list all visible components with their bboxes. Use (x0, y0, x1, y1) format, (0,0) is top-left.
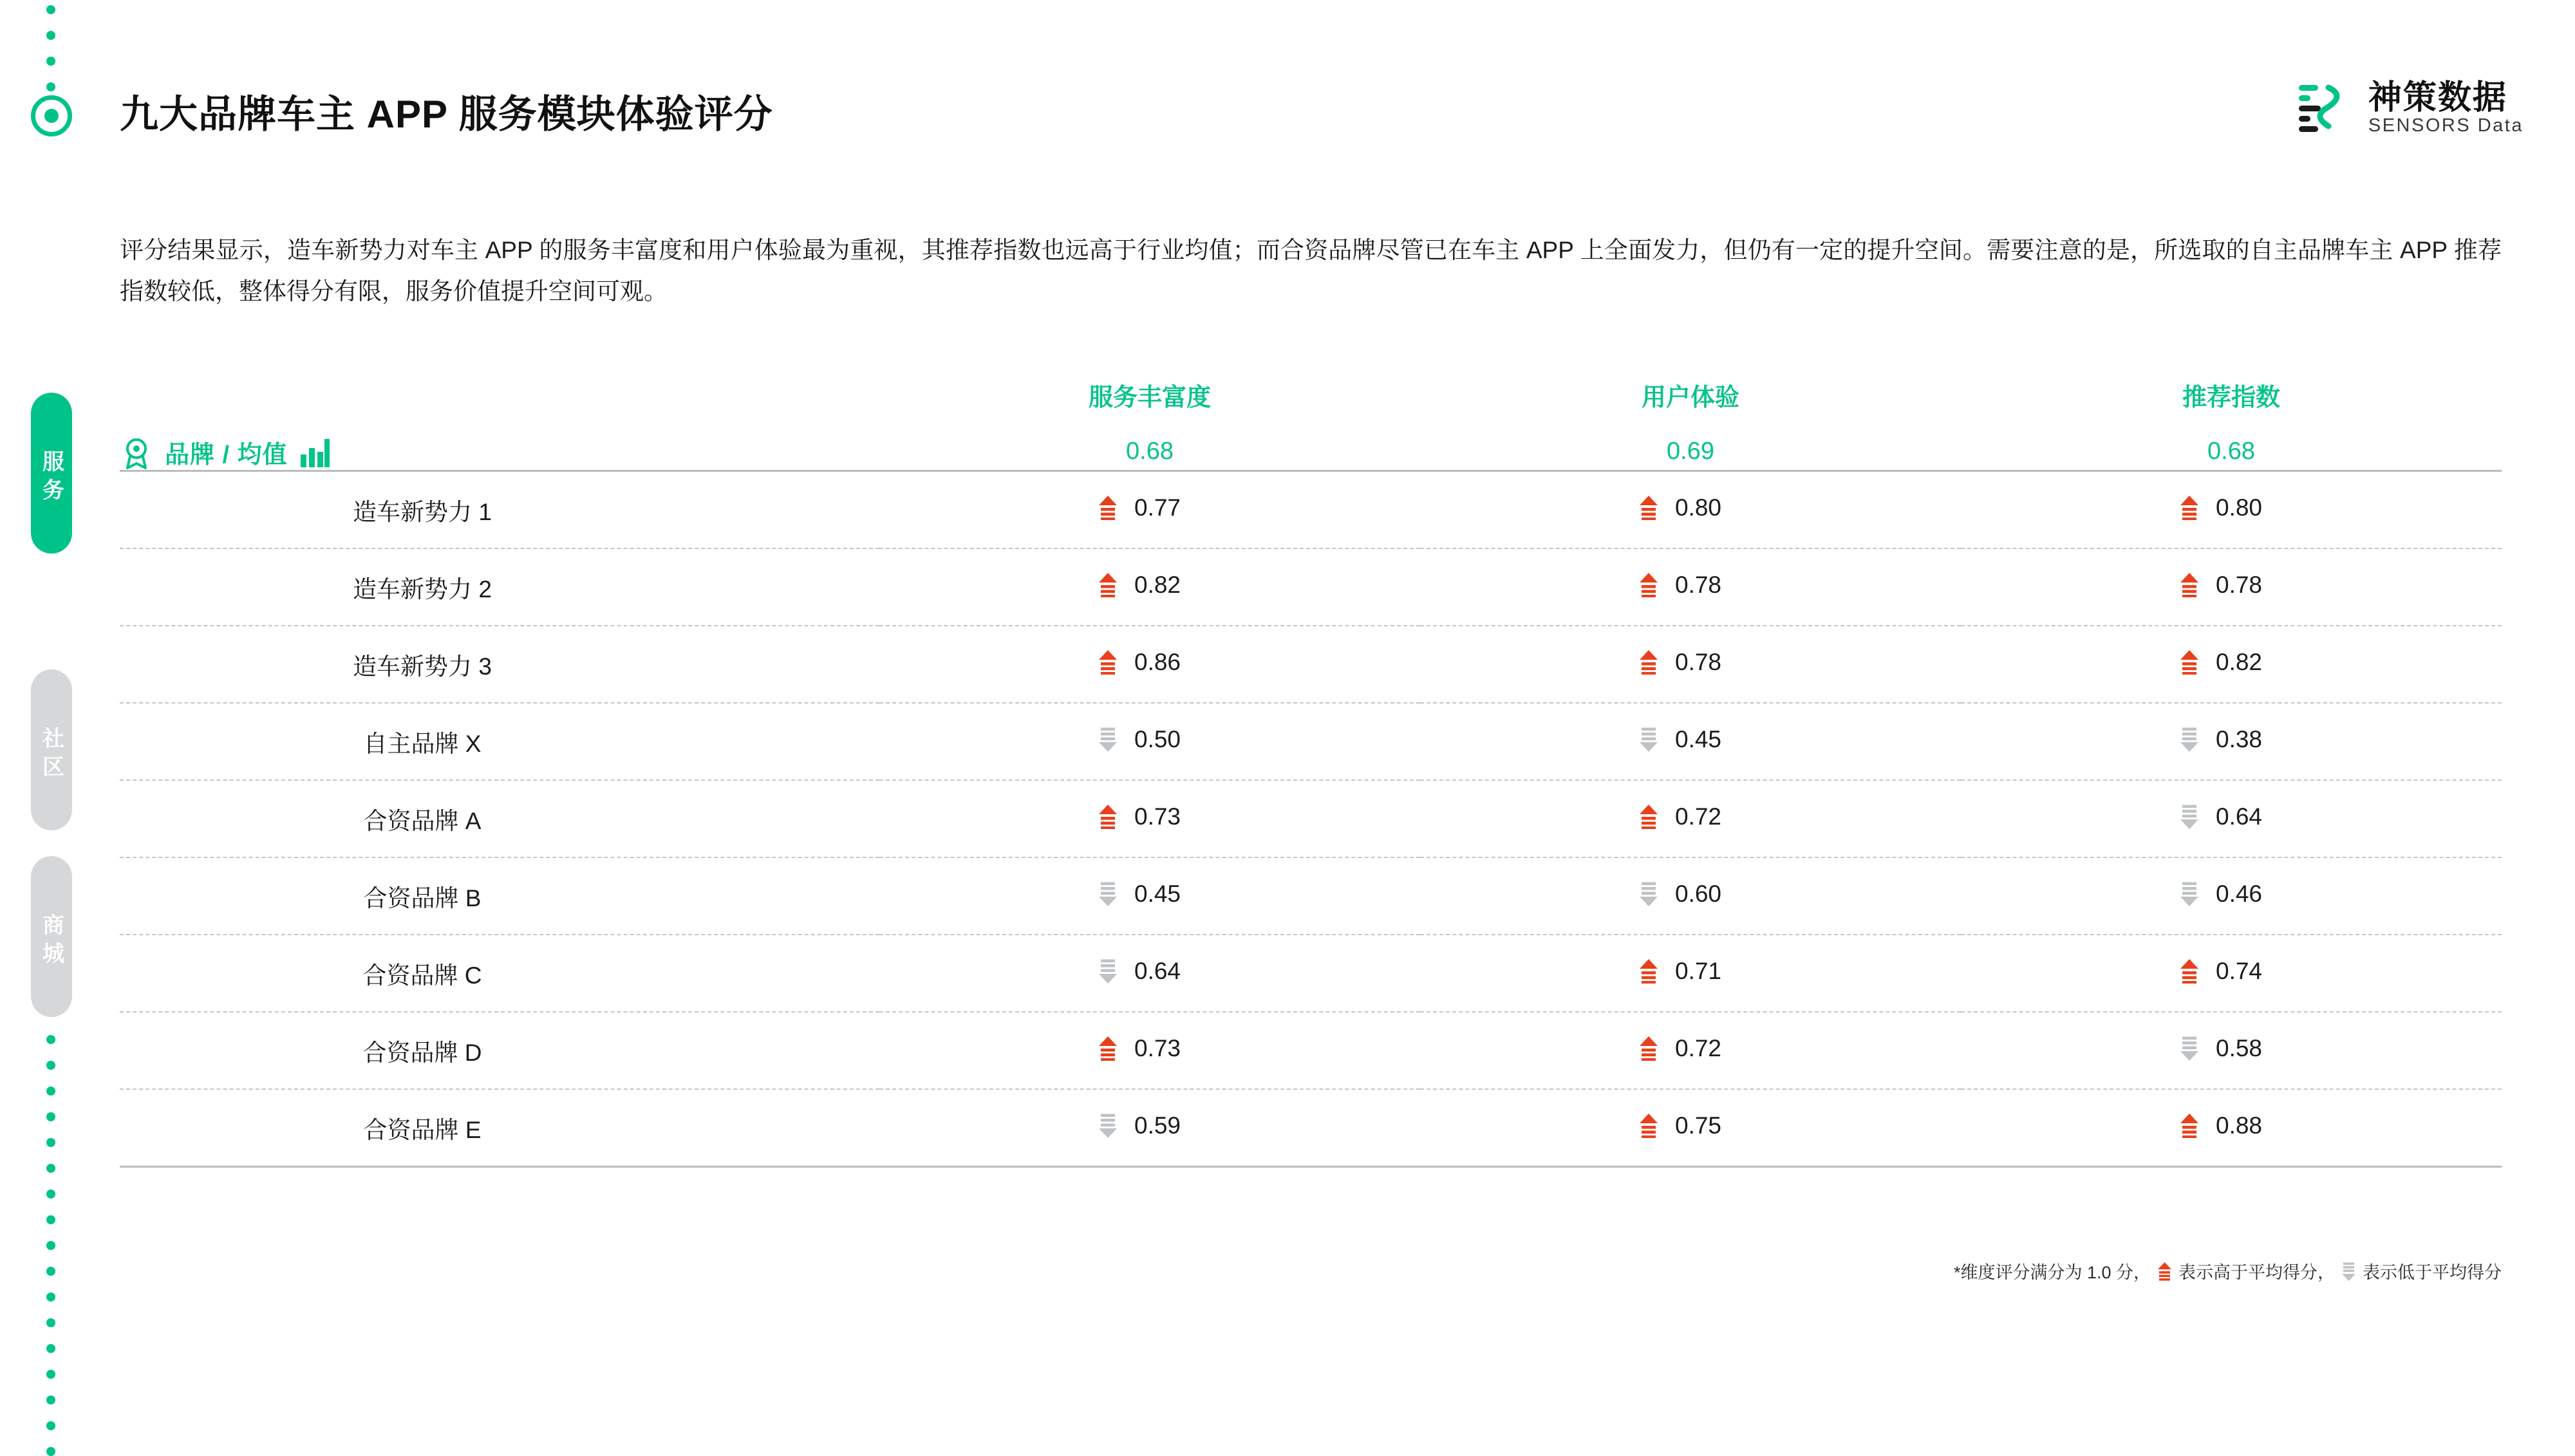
arrow-up-icon (2180, 959, 2199, 984)
score-cell (1961, 1012, 2502, 1089)
score-value: 0.78 (1675, 648, 1722, 675)
guide-dot (46, 1318, 55, 1327)
column-average-service-richness: 0.68 (1126, 438, 1174, 465)
arrow-up-icon (1098, 496, 1118, 520)
score-cell (1961, 935, 2502, 1012)
score-cell-inner (1098, 803, 1201, 830)
score-cell-inner (1639, 649, 1742, 676)
score-cell-inner (1639, 881, 1742, 908)
score-value: 0.86 (1134, 648, 1181, 675)
score-value: 0.82 (1134, 571, 1181, 598)
arrow-down-icon (2180, 882, 2199, 906)
score-cell-inner (1639, 803, 1742, 830)
score-cell-inner (1098, 649, 1201, 676)
guide-dot (46, 1370, 55, 1379)
arrow-up-icon (1639, 1114, 1658, 1138)
sidebar-item-service[interactable] (31, 393, 72, 554)
table-row (120, 471, 2502, 549)
score-value: 0.72 (1675, 803, 1722, 830)
score-cell (879, 857, 1420, 935)
guide-dot (46, 1293, 55, 1302)
score-table-wrap (120, 380, 2502, 1168)
score-cell (1420, 548, 1961, 626)
score-value: 0.38 (2216, 725, 2263, 752)
table-row (120, 1012, 2502, 1089)
column-average-recommendation-index: 0.68 (2207, 438, 2255, 465)
sidebar-item-mall-label: 商城 (39, 913, 64, 970)
score-cell-inner (1098, 494, 1201, 521)
score-cell (879, 703, 1420, 780)
arrow-up-icon (1098, 805, 1118, 829)
footnote-part-3: 表示低于平均得分 (2363, 1263, 2502, 1282)
score-cell-inner (2180, 1035, 2283, 1062)
score-cell (879, 626, 1420, 703)
guide-dot (46, 1421, 55, 1430)
arrow-up-icon (1639, 1036, 1658, 1061)
arrow-up-icon (1639, 959, 1658, 984)
score-cell (1961, 857, 2502, 935)
score-value: 0.64 (1134, 957, 1181, 984)
arrow-down-icon (1639, 882, 1658, 906)
score-cell-inner (1098, 572, 1201, 599)
table-row (120, 626, 2502, 703)
score-value: 0.58 (2216, 1034, 2263, 1061)
score-value: 0.78 (1675, 571, 1722, 598)
score-value: 0.80 (2216, 494, 2263, 521)
guide-dot (46, 82, 55, 91)
sensors-logo-icon (2295, 79, 2354, 138)
score-cell (879, 935, 1420, 1012)
score-cell (1961, 471, 2502, 549)
score-value: 0.45 (1134, 880, 1181, 907)
guide-dot (46, 1112, 55, 1121)
score-cell-inner (2180, 881, 2283, 908)
score-cell (1961, 703, 2502, 780)
score-value: 0.73 (1134, 1034, 1181, 1061)
score-cell-inner (1639, 494, 1742, 521)
arrow-down-icon (1098, 959, 1118, 984)
guide-dot (46, 57, 55, 66)
table-row (120, 703, 2502, 780)
score-value: 0.78 (2216, 571, 2263, 598)
medal-icon (120, 436, 153, 469)
score-cell-inner (1098, 726, 1201, 753)
guide-dot (46, 1035, 55, 1044)
table-row (120, 548, 2502, 626)
score-cell-inner (2180, 803, 2283, 830)
brand-column-header (120, 380, 879, 471)
score-value: 0.80 (1675, 494, 1722, 521)
score-cell (879, 1012, 1420, 1089)
arrow-up-icon (2180, 573, 2199, 597)
score-value: 0.82 (2216, 648, 2263, 675)
score-cell-inner (2180, 958, 2283, 985)
score-cell-inner (1639, 1112, 1742, 1139)
brand-name-cell: 造车新势力 1 (120, 471, 879, 549)
score-cell (879, 780, 1420, 857)
score-value: 0.45 (1675, 725, 1722, 752)
score-cell (879, 471, 1420, 549)
guide-dot (46, 1267, 55, 1276)
score-value: 0.60 (1675, 880, 1722, 907)
table-row (120, 857, 2502, 935)
score-cell (1420, 857, 1961, 935)
score-value: 0.75 (1675, 1112, 1722, 1139)
logo-text-en: SENSORS Data (2368, 115, 2524, 136)
score-cell-inner (1098, 881, 1201, 908)
arrow-up-icon (2157, 1261, 2172, 1281)
guide-dot (46, 5, 55, 14)
column-average-user-experience: 0.69 (1667, 438, 1714, 465)
score-cell (1961, 1089, 2502, 1167)
arrow-up-icon (1098, 573, 1118, 597)
footnote (1954, 1258, 2502, 1283)
arrow-down-icon (2180, 805, 2199, 829)
arrow-down-icon (1098, 727, 1118, 752)
score-cell (1420, 935, 1961, 1012)
arrow-down-icon (2180, 1036, 2199, 1061)
brand-column-header-label: 品牌 / 均值 (165, 442, 288, 469)
column-header-user-experience (1420, 380, 1961, 471)
column-header-recommendation-index (1961, 380, 2502, 471)
intro-paragraph: 评分结果显示，造车新势力对车主 APP 的服务丰富度和用户体验最为重视，其推荐指数也远高于行业均值；而合资品牌尽管已在车主 APP 上全面发力，但仍有一定的提升空间。需要注意的是，所选取的自主品牌车主 APP 推荐指数较低，整体得分有限，服务价值提升空间可观。 (120, 237, 2502, 304)
section-marker-icon (31, 95, 72, 136)
footnote-part-1: *维度评分满分为 1.0 分， (1953, 1263, 2151, 1282)
score-cell-inner (1098, 958, 1201, 985)
guide-dot (46, 1061, 55, 1070)
left-rail (0, 0, 109, 1448)
score-value: 0.73 (1134, 803, 1181, 830)
column-header-service-richness-label: 服务丰富度 (1088, 384, 1211, 411)
arrow-up-icon (1639, 805, 1658, 829)
score-value: 0.88 (2216, 1112, 2263, 1139)
score-cell-inner (1098, 1035, 1201, 1062)
table-row (120, 935, 2502, 1012)
guide-dot (46, 1164, 55, 1173)
score-value: 0.50 (1134, 725, 1181, 752)
arrow-up-icon (1098, 650, 1118, 675)
score-cell (1961, 780, 2502, 857)
brand-logo (2295, 79, 2524, 138)
brand-name-cell: 合资品牌 C (120, 935, 879, 1012)
guide-dot (46, 1241, 55, 1250)
score-cell-inner (2180, 494, 2283, 521)
arrow-up-icon (2180, 496, 2199, 520)
score-cell-inner (1639, 726, 1742, 753)
score-value: 0.74 (2216, 957, 2263, 984)
brand-name-cell: 合资品牌 E (120, 1089, 879, 1167)
arrow-down-icon (2180, 727, 2199, 752)
score-cell (879, 548, 1420, 626)
footnote-part-2: 表示高于平均得分， (2178, 1263, 2335, 1282)
score-cell (1961, 548, 2502, 626)
score-cell-inner (2180, 572, 2283, 599)
guide-dot (46, 1190, 55, 1199)
arrow-up-icon (2180, 1114, 2199, 1138)
sidebar-item-service-label: 服务 (39, 450, 64, 507)
score-cell-inner (2180, 726, 2283, 753)
sidebar-item-community[interactable] (31, 669, 72, 830)
score-value: 0.46 (2216, 880, 2263, 907)
logo-text-cn: 神策数据 (2368, 79, 2507, 117)
arrow-up-icon (1639, 573, 1658, 597)
score-value: 0.77 (1134, 494, 1181, 521)
score-cell (1420, 626, 1961, 703)
score-cell (1420, 471, 1961, 549)
score-table (120, 380, 2502, 1168)
bar-chart-icon (299, 438, 330, 467)
guide-dot (46, 1138, 55, 1147)
page-title: 九大品牌车主 APP 服务模块体验评分 (120, 93, 773, 136)
column-header-recommendation-index-label: 推荐指数 (2182, 384, 2280, 411)
table-row (120, 1089, 2502, 1167)
score-value: 0.59 (1134, 1112, 1181, 1139)
arrow-down-icon (1639, 727, 1658, 752)
guide-dot (46, 1447, 55, 1456)
score-value: 0.71 (1675, 957, 1722, 984)
guide-dot (46, 1215, 55, 1224)
brand-name-cell: 合资品牌 D (120, 1012, 879, 1089)
column-header-service-richness (879, 380, 1420, 471)
table-header-row (120, 380, 2502, 471)
table-row (120, 780, 2502, 857)
score-value: 0.72 (1675, 1034, 1722, 1061)
guide-dot (46, 1087, 55, 1096)
score-cell (1420, 780, 1961, 857)
arrow-up-icon (1639, 650, 1658, 675)
brand-name-cell: 造车新势力 2 (120, 548, 879, 626)
score-cell-inner (2180, 649, 2283, 676)
score-cell (1420, 1012, 1961, 1089)
sidebar-item-community-label: 社区 (39, 727, 64, 783)
score-cell-inner (1639, 572, 1742, 599)
score-cell (879, 1089, 1420, 1167)
brand-name-cell: 合资品牌 A (120, 780, 879, 857)
arrow-up-icon (1098, 1036, 1118, 1061)
arrow-up-icon (1639, 496, 1658, 520)
score-cell-inner (1098, 1112, 1201, 1139)
column-header-user-experience-label: 用户体验 (1641, 384, 1739, 411)
sidebar-item-mall[interactable] (31, 856, 72, 1017)
brand-name-cell: 自主品牌 X (120, 703, 879, 780)
guide-dot (46, 1395, 55, 1405)
score-cell-inner (2180, 1112, 2283, 1139)
score-value: 0.64 (2216, 803, 2263, 830)
score-cell-inner (1639, 958, 1742, 985)
arrow-up-icon (2180, 650, 2199, 675)
score-cell (1961, 626, 2502, 703)
arrow-down-icon (1098, 882, 1118, 906)
guide-dot (46, 31, 55, 40)
score-cell (1420, 703, 1961, 780)
guide-dot (46, 1344, 55, 1353)
brand-name-cell: 造车新势力 3 (120, 626, 879, 703)
arrow-down-icon (1098, 1114, 1118, 1138)
arrow-down-icon (2341, 1261, 2356, 1281)
score-cell-inner (1639, 1035, 1742, 1062)
score-table-body (120, 471, 2502, 1167)
brand-name-cell: 合资品牌 B (120, 857, 879, 935)
score-cell (1420, 1089, 1961, 1167)
